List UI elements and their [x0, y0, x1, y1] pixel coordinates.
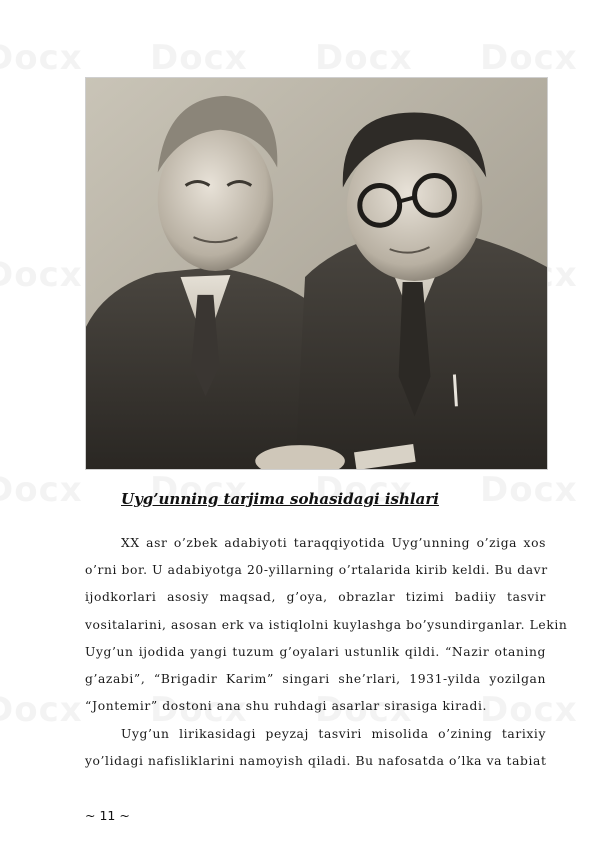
section-heading: Uyg’unning tarjima sohasidagi ishlari: [121, 490, 439, 508]
watermark: [0, 690, 83, 730]
text-line: Uyg’un ijodida yangi tuzum g’oyalari ustunlik qildi. “Nazir otaning: [85, 644, 546, 659]
watermark: [315, 38, 413, 78]
portrait-photo-image: [86, 78, 547, 469]
page-number: ~ 11 ~: [85, 808, 130, 823]
portrait-photo: [85, 77, 548, 470]
watermark: [480, 38, 578, 78]
text-line: Uyg’un lirikasidagi peyzaj tasviri misolida o’zining tarixiy: [121, 727, 546, 741]
text-line: “Jontemir” dostoni ana shu ruhdagi asarlar sirasiga kiradi.: [85, 699, 488, 714]
watermark: [480, 470, 578, 510]
text-line: ijodkorlari asosiy maqsad, g’oya, obrazlar tizimi badiiy tasvir: [85, 590, 546, 605]
watermark: [0, 470, 83, 510]
watermark: [0, 38, 83, 78]
text-line: o’rni bor. U adabiyotga 20-yillarning o’rtalarida kirib keldi. Bu davr: [85, 563, 548, 578]
body-paragraph: [85, 721, 546, 775]
text-line: yo’lidagi nafisliklarini namoyish qiladi. Bu nafosatda o’lka va tabiat: [85, 754, 547, 769]
text-line: g’azabi”, “Brigadir Karim” singari she’rlari, 1931-yilda yozilgan: [85, 671, 546, 686]
watermark: [0, 255, 83, 295]
text-line: vositalarini, asosan erk va istiqlolni kuylashga bo’ysundirganlar. Lekin: [85, 617, 568, 632]
text-line: XX asr o’zbek adabiyoti taraqqiyotida Uyg’unning o’ziga xos: [121, 536, 546, 550]
body-paragraph: [85, 530, 568, 720]
watermark: [150, 38, 248, 78]
